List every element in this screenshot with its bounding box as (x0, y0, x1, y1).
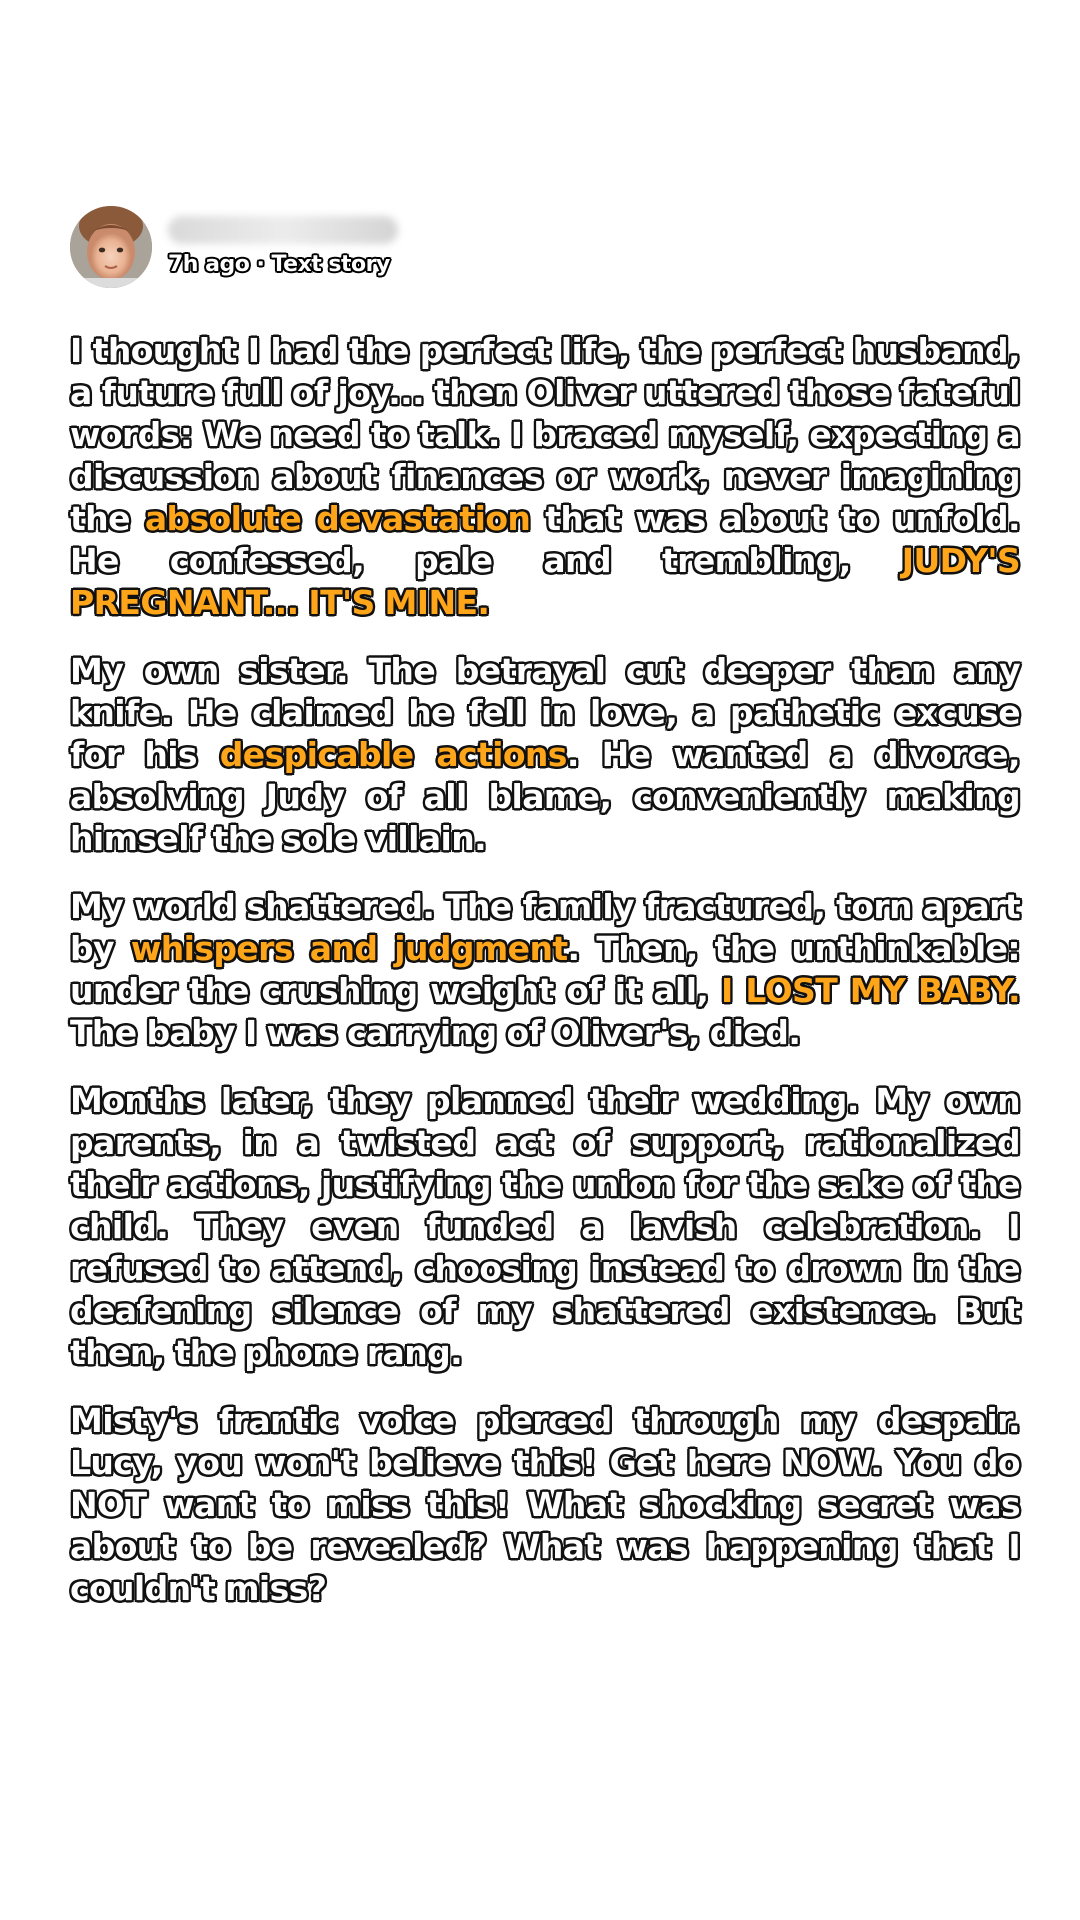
post-subline: 7h ago · Text story (168, 252, 390, 277)
story-text: The baby I was carrying of Oliver's, died. (70, 1013, 801, 1052)
story-text: . Then, the unthinkable: under the crushing weight of it all, (70, 929, 1021, 1010)
story-text: that was about to unfold. He confessed, pale and trembling, (70, 499, 1020, 580)
story-paragraph (70, 1400, 1020, 1610)
story-text: My world shattered. The family fractured, torn apart by (70, 887, 1020, 968)
post-header (70, 205, 398, 289)
story-text: . He wanted a divorce, absolving Judy of all blame, conveniently making himself the sole villain. (70, 735, 1020, 858)
author-name-blurred[interactable] (168, 216, 398, 244)
highlighted-phrase: despicable actions (219, 735, 567, 774)
child-portrait-avatar-icon (70, 206, 152, 288)
story-paragraph (70, 330, 1020, 624)
story-body (70, 330, 1020, 1636)
story-text: Months later, they planned their wedding. My own parents, in a twisted act of support, rationalized their actions, justifying the union for the sake of the child. They even funded a lavish celebration. I refused to attend, choosing instead to drown in the deafening silence of my shattered existence. But then, the phone rang. (70, 1081, 1020, 1372)
highlighted-phrase: absolute devastation (144, 499, 531, 538)
highlighted-phrase: whispers and judgment (130, 929, 568, 968)
story-paragraph (70, 1080, 1020, 1374)
story-text: Misty's frantic voice pierced through my despair. Lucy, you won't believe this! Get here NOW. You do NOT want to miss this! What shocking secret was about to be revealed? What was happening that I couldn't miss? (70, 1401, 1020, 1608)
highlighted-phrase: JUDY'S PREGNANT... IT'S MINE. (70, 541, 1020, 622)
story-paragraph (70, 886, 1020, 1054)
story-text: My own sister. The betrayal cut deeper than any knife. He claimed he fell in love, a pathetic excuse for his (70, 651, 1020, 774)
avatar[interactable] (70, 206, 152, 288)
highlighted-phrase: I LOST MY BABY. (721, 971, 1020, 1010)
post-meta (168, 216, 398, 278)
story-paragraph (70, 650, 1020, 860)
story-text: I thought I had the perfect life, the perfect husband, a future full of joy... then Oliver uttered those fateful words: We need to talk. I braced myself, expecting a discussion about finances or work, never imagining the (70, 331, 1020, 538)
